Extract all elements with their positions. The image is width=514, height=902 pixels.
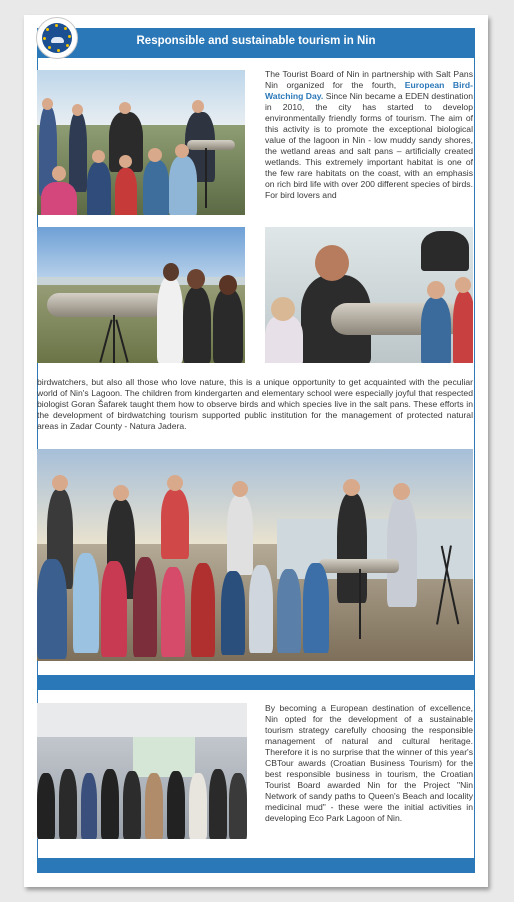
page-title: Responsible and sustainable tourism in Nin <box>136 35 376 47</box>
intro-highlight: European Bird-Watching Day. <box>265 80 473 101</box>
photo-children-birdwatching <box>37 70 245 215</box>
photo-award-ceremony <box>37 703 247 839</box>
photo-lens-children <box>265 227 473 363</box>
logo-star <box>55 24 58 27</box>
footer-bar <box>37 858 475 873</box>
photo-telescope-field <box>37 227 245 363</box>
logo-star <box>68 35 71 38</box>
logo-bird <box>51 37 64 43</box>
section-divider-bar <box>37 675 475 690</box>
logo-star <box>64 27 67 30</box>
logo-star <box>57 49 60 52</box>
intro-text-part2: Since Nin became a EDEN destination in 2010, the city has started to develop environmentally friendly forms of tourism. The aim of this activity is to promote the exceptional biological value of the lagoon in Nin - low muddy sandy shores, the wetland areas and salt pans – artificially created wetlands. This extremely important habitat is one of the few rare habitats on the coast, with an emphasis on rich bird life with over 200 different species of birds. For bird lovers and <box>265 91 473 200</box>
intro-paragraph <box>265 69 473 201</box>
logo-star <box>48 46 51 49</box>
logo-star <box>43 37 46 40</box>
logo-star <box>66 44 69 47</box>
logo-globe <box>42 23 72 53</box>
award-paragraph: By becoming a European destination of excellence, Nin opted for the development of a sustainable tourism strategy carefully choosing the responsible management of natural and cultural heritage. Therefore it is no surprise that the winner of this year's CBTour awards (Croatian Business Tourism) for the best responsible business in tourism, the Croatian Tourist Board awarded Nin for the Project "Nin Network of sandy paths to Queen's Beach and locality medicinal mud" - these were the initial activities in developing Eco Park Lagoon of Nin. <box>265 703 473 823</box>
eden-star-logo-icon <box>36 17 78 59</box>
photo-group-promenade <box>37 449 473 661</box>
continuation-paragraph: birdwatchers, but also all those who love nature, this is a unique opportunity to get acquainted with the peculiar world of Nin's Lagoon. The children from kindergarten and elementary school were especially joyful that respected biologist Goran Šafarek taught them how to observe birds and which species live in the salt pans. These efforts in the development of birdwatching tourism supported public institution for the management of protected natural areas in Zadar County - Natura Jadera. <box>37 377 473 431</box>
intro-text-part1: The Tourist Board of Nin in partnership with Salt Pans Nin organized for the fourth, <box>265 69 473 90</box>
article-page <box>24 15 488 887</box>
logo-star <box>46 28 49 31</box>
